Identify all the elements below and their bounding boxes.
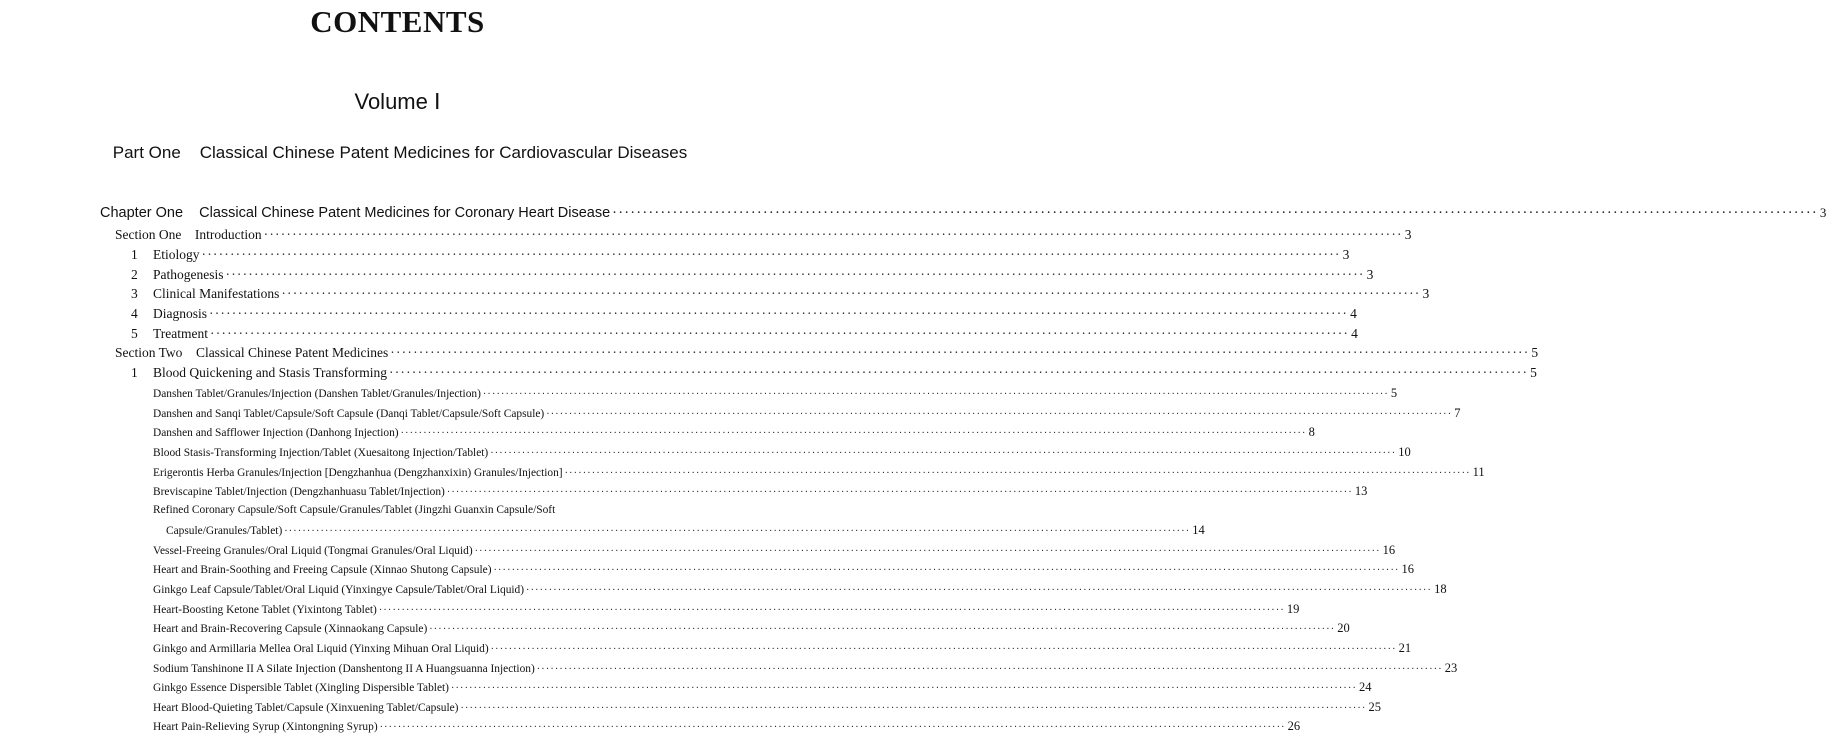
entry-title: Erigerontis Herba Granules/Injection [Dengzhanhua (Dengzhanxixin) Granules/Injection]: [153, 467, 563, 479]
item-number: 1: [131, 365, 138, 380]
toc-entry-row[interactable]: [153, 641, 1412, 656]
page-number: 26: [1287, 719, 1301, 733]
page-number: 4: [1350, 306, 1357, 321]
entry-title: Danshen Tablet/Granules/Injection (Danshen Tablet/Granules/Injection): [153, 388, 481, 400]
page-number: 3: [1422, 286, 1430, 301]
toc-entry-row[interactable]: [153, 543, 1396, 558]
page-number: 7: [1454, 406, 1461, 420]
entry-title: Heart and Brain-Soothing and Freeing Capsule (Xinnao Shutong Capsule): [153, 564, 492, 576]
toc-entry-row[interactable]: [153, 582, 1447, 597]
page-number: 5: [1531, 345, 1539, 360]
entry-title: Danshen and Sanqi Tablet/Capsule/Soft Capsule (Danqi Tablet/Capsule/Soft Capsule): [153, 408, 545, 420]
leader-dots: ········································································································································································································: [450, 683, 1357, 694]
entry-title: Ginkgo and Armillaria Mellea Oral Liquid (Yinxing Mihuan Oral Liquid): [153, 643, 489, 655]
toc-entry-row[interactable]: [153, 602, 1300, 617]
leader-dots: ········································································································································································································: [390, 345, 1530, 360]
toc-entry-row[interactable]: [153, 406, 1461, 421]
item-title: Pathogenesis: [153, 267, 224, 282]
volume-heading: [0, 89, 795, 115]
chapter-title: Classical Chinese Patent Medicines for Coronary Heart Disease: [199, 205, 611, 221]
item-number: 1: [131, 247, 138, 262]
part-title: Classical Chinese Patent Medicines for Cardiovascular Diseases: [199, 143, 688, 162]
page-number: 3: [1342, 247, 1350, 262]
page-number: 3: [1404, 227, 1412, 242]
toc-item-row[interactable]: [131, 326, 1358, 342]
page-number: 3: [1819, 205, 1826, 220]
page-number: 16: [1401, 562, 1415, 576]
item-number: 5: [131, 326, 138, 341]
item-number: 2: [131, 267, 138, 282]
entry-title: Heart-Boosting Ketone Tablet (Yixintong Tablet): [153, 604, 377, 616]
page-number: 14: [1192, 523, 1205, 537]
section-title: Introduction: [194, 227, 262, 242]
leader-dots: ········································································································································································································: [389, 365, 1529, 380]
chapter-label: Chapter One: [100, 205, 184, 221]
toc-entry-row[interactable]: [153, 465, 1485, 480]
volume-numeral: Ⅰ: [434, 89, 441, 114]
toc-item-row[interactable]: [131, 286, 1430, 302]
entry-title: Heart and Brain-Recovering Capsule (Xinnaokang Capsule): [153, 623, 428, 635]
page-number: 20: [1337, 621, 1350, 635]
page-number: 24: [1359, 680, 1372, 694]
section-label: Section Two: [115, 345, 183, 360]
leader-dots: ········································································································································································································: [284, 526, 1191, 537]
toc-item-row[interactable]: [131, 247, 1350, 263]
entry-title: Ginkgo Leaf Capsule/Tablet/Oral Liquid (Yinxingye Capsule/Tablet/Oral Liquid): [153, 584, 525, 596]
leader-dots: ········································································································································································································: [225, 267, 1365, 282]
item-number: 4: [131, 306, 138, 321]
toc-section-row[interactable]: [115, 227, 1412, 243]
leader-dots: ········································································································································································································: [546, 409, 1453, 420]
entry-title: Blood Stasis-Transforming Injection/Tablet (Xuesaitong Injection/Tablet): [153, 447, 489, 459]
toc-section-row[interactable]: [115, 345, 1539, 361]
page-number: 3: [1366, 267, 1374, 282]
toc-entry-row[interactable]: [166, 523, 1205, 538]
entry-title: Danshen and Safflower Injection (Danhong Injection): [153, 427, 399, 439]
toc-entry-row[interactable]: [153, 700, 1381, 715]
leader-dots: ········································································································································································································: [536, 664, 1443, 675]
toc-chapter-row[interactable]: [100, 205, 1826, 222]
item-title: Clinical Manifestations: [153, 286, 280, 301]
toc-entry-row[interactable]: [153, 484, 1368, 499]
section-label: Section One: [115, 227, 182, 242]
item-title: Diagnosis: [153, 306, 207, 321]
toc-entry-row[interactable]: [153, 445, 1411, 460]
entry-title-line-1[interactable]: Refined Coronary Capsule/Soft Capsule/Granules/Tablet (Jingzhi Guanxin Capsule/Soft: [153, 504, 556, 516]
page-number: 10: [1398, 445, 1411, 459]
leader-dots: ········································································································································································································: [526, 585, 1433, 596]
page-number: 19: [1286, 602, 1300, 616]
leader-dots: ········································································································································································································: [210, 326, 1350, 341]
page-number: 18: [1434, 582, 1447, 596]
toc-entry-row[interactable]: [153, 425, 1315, 440]
entry-title-continuation: Capsule/Granules/Tablet): [166, 525, 283, 537]
leader-dots: ········································································································································································································: [493, 565, 1400, 576]
leader-dots: ········································································································································································································: [201, 247, 1341, 262]
page-number: 11: [1472, 465, 1485, 479]
toc-subsection-row[interactable]: [131, 365, 1537, 381]
leader-dots: ········································································································································································································: [474, 546, 1381, 557]
page-number: 25: [1368, 700, 1381, 714]
toc-entry-row[interactable]: [153, 386, 1398, 401]
leader-dots: ········································································································································································································: [446, 487, 1353, 498]
toc-entry-row[interactable]: [153, 680, 1372, 695]
page-number: 23: [1444, 661, 1458, 675]
entry-title: Sodium Tanshinone II A Silate Injection (Danshentong II A Huangsuanna Injection): [153, 663, 535, 675]
entry-title: Ginkgo Essence Dispersible Tablet (Xingling Dispersible Tablet): [153, 682, 449, 694]
toc-entry-row[interactable]: [153, 562, 1415, 577]
page-number: 16: [1382, 543, 1396, 557]
part-heading: [100, 141, 700, 164]
volume-label: Volume: [354, 89, 428, 114]
item-title: Treatment: [153, 326, 208, 341]
page-title: CONTENTS: [310, 4, 485, 39]
toc-entry-row[interactable]: [153, 719, 1301, 734]
entry-title: Heart Pain-Relieving Syrup (Xintongning Syrup): [153, 721, 378, 733]
leader-dots: ········································································································································································································: [429, 624, 1336, 635]
toc-entry-row[interactable]: [153, 661, 1458, 676]
leader-dots: ········································································································································································································: [490, 448, 1397, 459]
page-number: 4: [1351, 326, 1358, 341]
leader-dots: ········································································································································································································: [490, 644, 1397, 655]
toc-item-row[interactable]: [131, 267, 1374, 283]
leader-dots: ········································································································································································································: [482, 389, 1389, 400]
leader-dots: ········································································································································································································: [612, 205, 1818, 221]
page-number: 21: [1398, 641, 1412, 655]
entry-title: Heart Blood-Quieting Tablet/Capsule (Xinxuening Tablet/Capsule): [153, 702, 459, 714]
leader-dots: ········································································································································································································: [564, 468, 1471, 479]
subsection-title: Blood Quickening and Stasis Transforming: [153, 365, 388, 380]
leader-dots: ········································································································································································································: [209, 306, 1349, 321]
part-label: Part One: [112, 143, 181, 162]
leader-dots: ········································································································································································································: [281, 286, 1421, 301]
section-title: Classical Chinese Patent Medicines: [195, 345, 389, 360]
leader-dots: ········································································································································································································: [263, 227, 1403, 242]
page-number: 8: [1308, 425, 1315, 439]
leader-dots: ········································································································································································································: [400, 428, 1307, 439]
toc-item-row[interactable]: [131, 306, 1357, 322]
page-number: 5: [1390, 386, 1398, 400]
entry-title: Breviscapine Tablet/Injection (Dengzhanhuasu Tablet/Injection): [153, 486, 445, 498]
item-title: Etiology: [153, 247, 200, 262]
page-number: 5: [1530, 365, 1537, 380]
leader-dots: ········································································································································································································: [460, 703, 1367, 714]
item-number: 3: [131, 286, 138, 301]
leader-dots: ········································································································································································································: [378, 605, 1285, 616]
entry-title: Vessel-Freeing Granules/Oral Liquid (Tongmai Granules/Oral Liquid): [153, 545, 473, 557]
leader-dots: ········································································································································································································: [379, 722, 1286, 733]
page-number: 13: [1354, 484, 1368, 498]
toc-entry-row[interactable]: [153, 621, 1350, 636]
